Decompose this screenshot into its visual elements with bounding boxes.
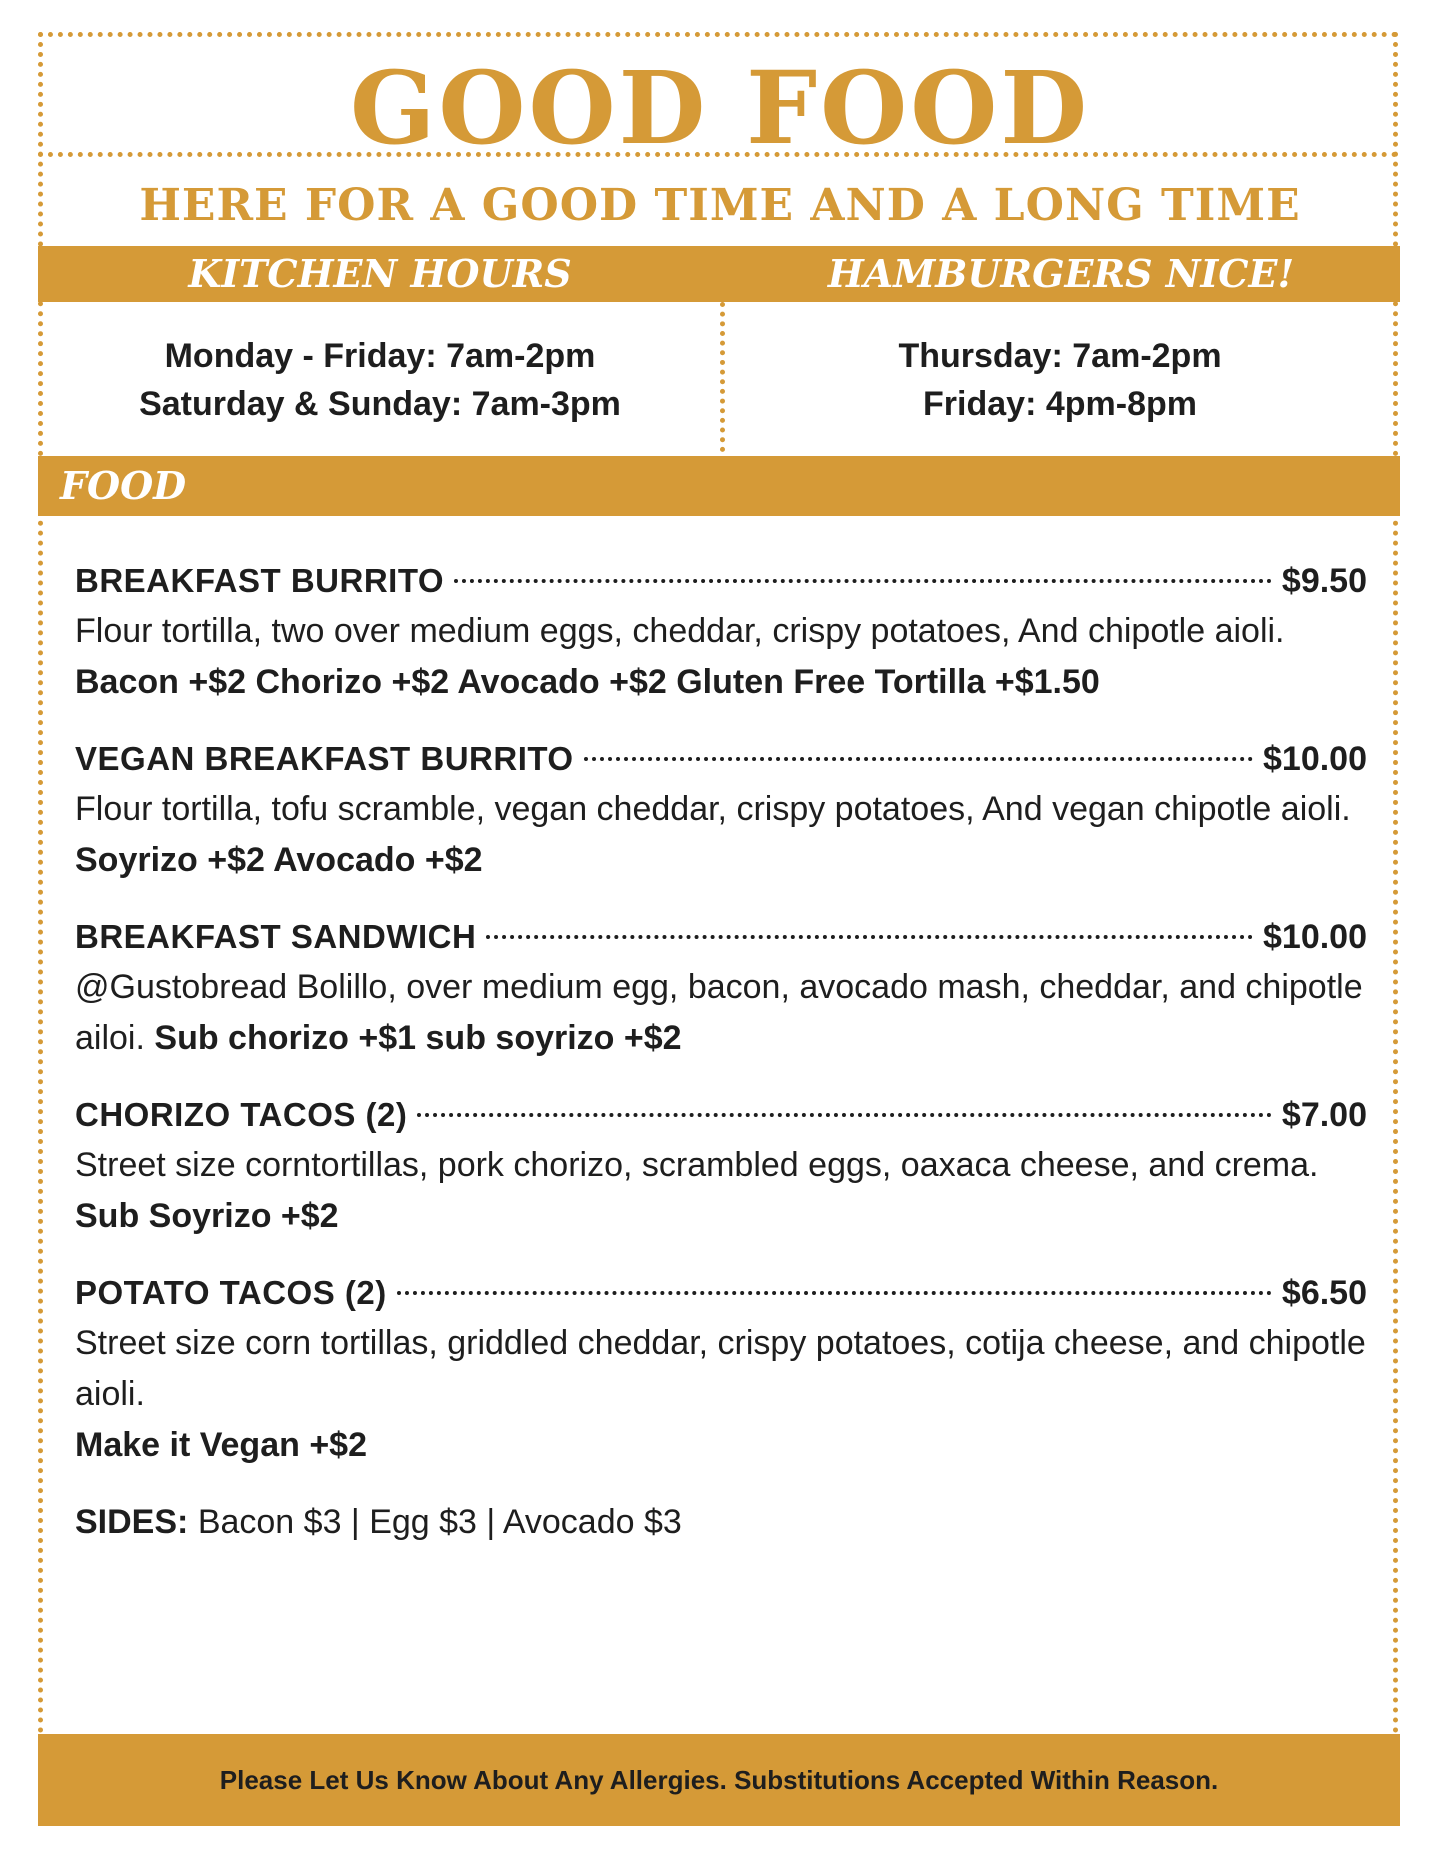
menu-item: [75, 734, 1367, 886]
hamburger-hours: [722, 332, 1398, 428]
menu-item-description: [75, 962, 1367, 1064]
menu-item-price: $7.00: [1281, 1096, 1367, 1134]
footer-band: [38, 1734, 1400, 1826]
menu-item-header: [75, 556, 1367, 606]
menu-item: [75, 912, 1367, 1064]
hours-days: Thursday: [898, 337, 1052, 375]
kitchen-hours-heading: KITCHEN HOURS: [188, 251, 572, 296]
menu-item-price: $10.00: [1263, 918, 1367, 956]
menu-item-name: BREAKFAST SANDWICH: [75, 918, 477, 955]
menu-item-name: CHORIZO TACOS (2): [75, 1096, 408, 1133]
menu-item-header: [75, 1090, 1367, 1140]
food-section-label: FOOD: [60, 463, 187, 508]
hours-line: Friday: 4pm-8pm: [923, 385, 1197, 423]
dot-leader: [486, 935, 1253, 939]
menu-item-header: [75, 734, 1367, 784]
hours-time: 4pm-8pm: [1045, 385, 1197, 423]
dot-leader: [584, 757, 1253, 761]
dot-leader: [397, 1291, 1272, 1295]
menu-item-price: $6.50: [1281, 1274, 1367, 1312]
food-menu: [75, 556, 1367, 1548]
allergy-note: Please Let Us Know About Any Allergies. Substitutions Accepted Within Reason.: [219, 1765, 1219, 1795]
menu-item: [75, 1090, 1367, 1242]
menu-item-price: $10.00: [1263, 740, 1367, 778]
hours-line: Thursday: 7am-2pm: [898, 337, 1222, 375]
menu-item-header: [75, 912, 1367, 962]
menu-item-description-text: @Gustobread Bolillo, over medium egg, bacon, avocado mash, cheddar, and chipotle ailoi.: [75, 968, 1363, 1057]
menu-item: [75, 1268, 1367, 1471]
sides-label: SIDES:: [75, 1503, 189, 1541]
menu-item-description: Flour tortilla, tofu scramble, vegan cheddar, crispy potatoes, And vegan chipotle aioli.: [75, 790, 1351, 828]
page-title: GOOD FOOD: [349, 49, 1091, 167]
menu-item-header: [75, 1268, 1367, 1318]
dot-leader: [417, 1113, 1272, 1117]
hours-line: Saturday & Sunday: 7am-3pm: [139, 385, 621, 423]
menu-item: [75, 556, 1367, 708]
menu-item-price: $9.50: [1281, 562, 1367, 600]
title-divider: [38, 152, 1398, 157]
sides-list: Bacon $3 | Egg $3 | Avocado $3: [197, 1503, 682, 1541]
hours-header-band: [38, 246, 1400, 302]
sides-line: [75, 1497, 1367, 1548]
menu-item-addons: Soyrizo +$2 Avocado +$2: [75, 841, 483, 879]
hours-time: 7am-2pm: [1072, 337, 1222, 375]
dot-leader: [454, 579, 1272, 583]
menu-item-addons: Sub Soyrizo +$2: [75, 1197, 339, 1235]
hours-days: Friday: [923, 385, 1026, 423]
menu-item-name: BREAKFAST BURRITO: [75, 562, 445, 599]
food-section-band: [38, 456, 1400, 516]
hours-time: 7am-3pm: [471, 385, 621, 423]
menu-item-description: Street size corntortillas, pork chorizo, scrambled eggs, oaxaca cheese, and crema.: [75, 1146, 1319, 1184]
hours-line: Monday - Friday: 7am-2pm: [164, 337, 596, 375]
hours-days: Saturday & Sunday: [139, 385, 451, 423]
hours-time: 7am-2pm: [446, 337, 596, 375]
menu-item-description: Street size corn tortillas, griddled cheddar, crispy potatoes, cotija cheese, and chipotle aioli.: [75, 1324, 1366, 1413]
menu-item-name: VEGAN BREAKFAST BURRITO: [75, 740, 574, 777]
menu-item-addons: Bacon +$2 Chorizo +$2 Avocado +$2 Gluten Free Tortilla +$1.50: [75, 663, 1100, 701]
menu-item-addons: Sub chorizo +$1 sub soyrizo +$2: [154, 1019, 682, 1057]
menu-item-addons: Make it Vegan +$2: [75, 1426, 367, 1464]
menu-item-name: POTATO TACOS (2): [75, 1274, 387, 1311]
menu-item-description: Flour tortilla, two over medium eggs, cheddar, crispy potatoes, And chipotle aioli.: [75, 612, 1285, 650]
hours-days: Monday - Friday: [164, 337, 426, 375]
hamburgers-heading: HAMBURGERS NICE!: [827, 251, 1295, 296]
tagline: HERE FOR A GOOD TIME AND A LONG TIME: [139, 180, 1301, 231]
kitchen-hours: [38, 332, 722, 428]
